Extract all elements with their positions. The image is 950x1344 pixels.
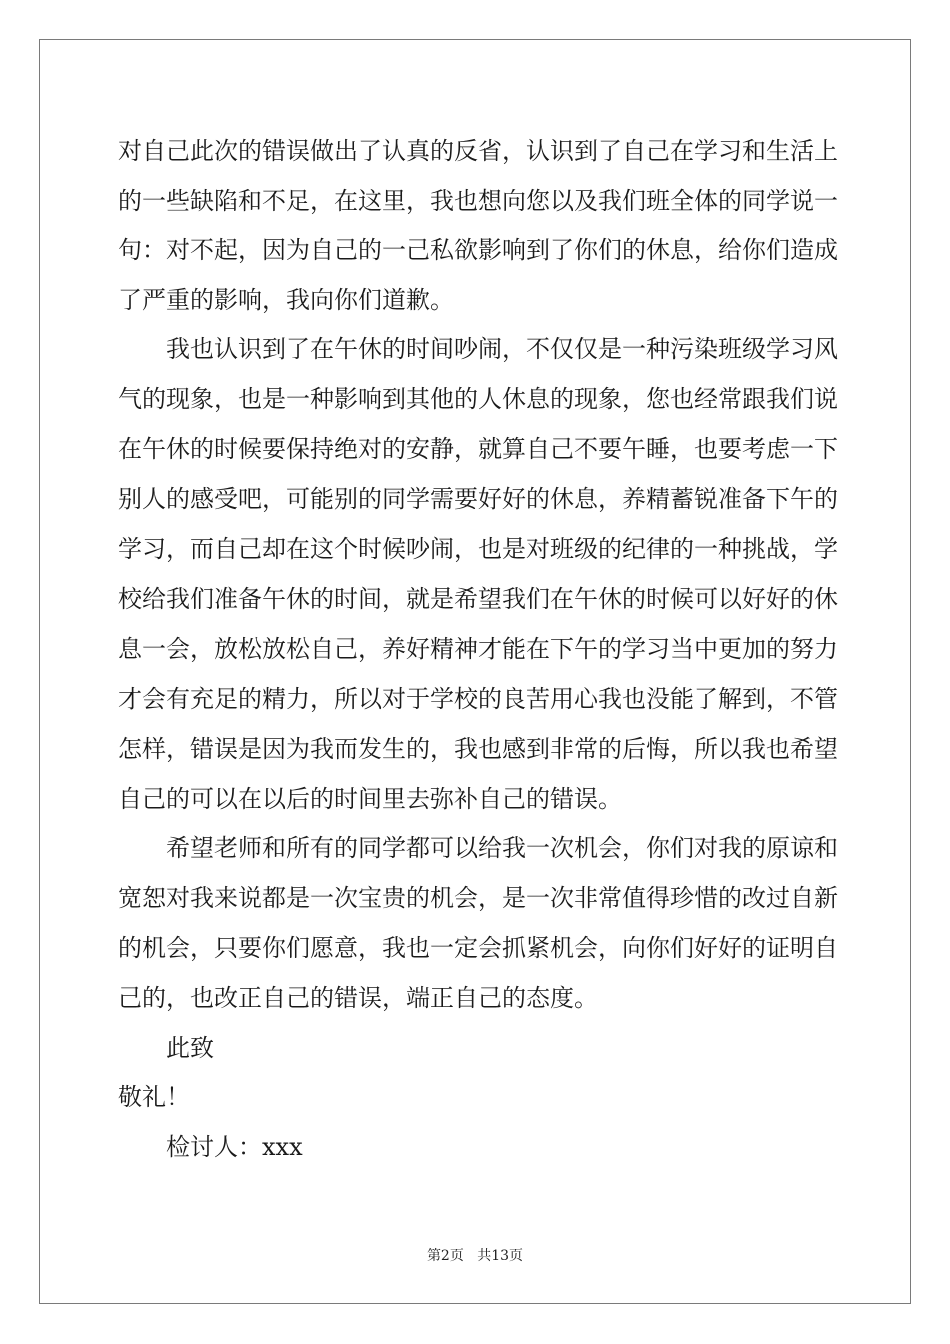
- text-line: 己的，也改正自己的错误，端正自己的态度。: [118, 984, 598, 1012]
- text-line: 才会有充足的精力，所以对于学校的良苦用心我也没能了解到，不管: [118, 685, 838, 713]
- text-line: 了严重的影响，我向你们道歉。: [118, 286, 454, 314]
- text-line: 怎样，错误是因为我而发生的，我也感到非常的后悔，所以我也希望: [118, 735, 838, 763]
- total-pages: 共13页: [477, 1248, 524, 1264]
- text-line: 气的现象，也是一种影响到其他的人休息的现象，您也经常跟我们说: [118, 385, 838, 413]
- text-line: 学习，而自己却在这个时候吵闹，也是对班级的纪律的一种挑战，学: [118, 535, 838, 563]
- closing-phrase: 此致: [118, 1034, 214, 1062]
- text-line: 的一些缺陷和不足，在这里，我也想向您以及我们班全体的同学说一: [118, 187, 838, 215]
- text-line: 在午休的时候要保持绝对的安静，就算自己不要午睡，也要考虑一下: [118, 435, 838, 463]
- text-line: 对自己此次的错误做出了认真的反省，认识到了自己在学习和生活上: [118, 137, 838, 165]
- text-line: 校给我们准备午休的时间，就是希望我们在午休的时候可以好好的休: [118, 585, 838, 613]
- text-line: 宽恕对我来说都是一次宝贵的机会，是一次非常值得珍惜的改过自新: [118, 884, 838, 912]
- text-line: 自己的可以在以后的时间里去弥补自己的错误。: [118, 785, 622, 813]
- text-line: 希望老师和所有的同学都可以给我一次机会，你们对我的原谅和: [118, 834, 838, 862]
- page-footer: [0, 1247, 950, 1265]
- page-frame: [39, 39, 911, 1304]
- text-line: 我也认识到了在午休的时间吵闹，不仅仅是一种污染班级学习风: [118, 335, 838, 363]
- text-line: 的机会，只要你们愿意，我也一定会抓紧机会，向你们好好的证明自: [118, 934, 838, 962]
- text-line: 别人的感受吧，可能别的同学需要好好的休息，养精蓄锐准备下午的: [118, 485, 838, 513]
- salutation: 敬礼！: [118, 1083, 190, 1111]
- text-line: 息一会，放松放松自己，养好精神才能在下午的学习当中更加的努力: [118, 635, 838, 663]
- text-line: 句：对不起，因为自己的一己私欲影响到了你们的休息，给你们造成: [118, 236, 838, 264]
- signature-line: 检讨人：xxx: [118, 1133, 303, 1161]
- page-number: 第2页: [426, 1248, 464, 1264]
